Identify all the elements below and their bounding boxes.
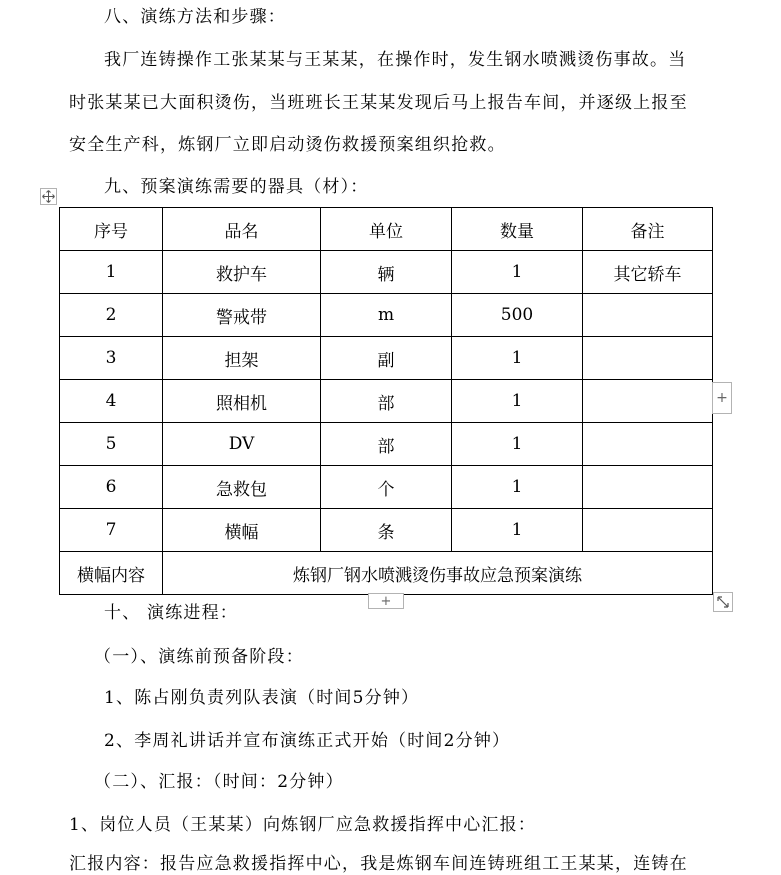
section-8-heading: 八、演练方法和步骤： bbox=[104, 7, 286, 27]
table-cell[interactable]: 条 bbox=[321, 509, 452, 552]
table-cell[interactable]: 副 bbox=[321, 337, 452, 380]
table-row bbox=[60, 251, 713, 294]
table-cell[interactable] bbox=[583, 337, 713, 380]
table-row bbox=[60, 380, 713, 423]
stage-1-item-1: 1、陈占刚负责列队表演（时间5分钟） bbox=[104, 688, 420, 708]
table-cell[interactable]: 1 bbox=[452, 380, 583, 423]
stage-1-item-2: 2、李周礼讲话并宣布演练正式开始（时间2分钟） bbox=[104, 731, 511, 751]
table-cell[interactable]: 部 bbox=[321, 380, 452, 423]
table-cell[interactable]: 1 bbox=[452, 466, 583, 509]
add-row-button[interactable] bbox=[368, 593, 404, 609]
table-cell[interactable]: 500 bbox=[452, 294, 583, 337]
table-cell[interactable] bbox=[583, 509, 713, 552]
paragraph-1-line-1: 我厂连铸操作工张某某与王某某，在操作时，发生钢水喷溅烫伤事故。当 bbox=[104, 50, 687, 70]
table-cell[interactable]: 3 bbox=[60, 337, 163, 380]
table-cell[interactable]: 1 bbox=[452, 423, 583, 466]
table-cell[interactable] bbox=[583, 466, 713, 509]
report-content-line: 汇报内容：报告应急救援指挥中心，我是炼钢车间连铸班组工王某某，连铸在 bbox=[69, 854, 688, 874]
table-cell[interactable]: DV bbox=[163, 423, 321, 466]
table-cell[interactable]: 2 bbox=[60, 294, 163, 337]
header-cell-item[interactable]: 品名 bbox=[163, 208, 321, 251]
table-cell[interactable]: 1 bbox=[452, 337, 583, 380]
header-cell-quantity[interactable]: 数量 bbox=[452, 208, 583, 251]
table-cell[interactable]: 警戒带 bbox=[163, 294, 321, 337]
header-cell-number[interactable]: 序号 bbox=[60, 208, 163, 251]
add-column-button[interactable] bbox=[712, 382, 732, 414]
equipment-table bbox=[59, 207, 713, 595]
table-row bbox=[60, 466, 713, 509]
stage-2-heading: （二）、汇报：（时间：2分钟） bbox=[94, 772, 344, 792]
table-cell[interactable]: 其它轿车 bbox=[583, 251, 713, 294]
move-icon[interactable] bbox=[40, 188, 57, 205]
table-cell[interactable]: 救护车 bbox=[163, 251, 321, 294]
plus-icon: + bbox=[380, 593, 392, 609]
table-row bbox=[60, 509, 713, 552]
paragraph-1-line-3: 安全生产科，炼钢厂立即启动烫伤救援预案组织抢救。 bbox=[69, 135, 506, 155]
section-9-heading: 九、预案演练需要的器具（材）： bbox=[104, 177, 369, 197]
table-cell[interactable]: 5 bbox=[60, 423, 163, 466]
table-cell[interactable] bbox=[583, 294, 713, 337]
banner-row bbox=[60, 552, 713, 595]
paragraph-1-line-2: 时张某某已大面积烫伤，当班班长王某某发现后马上报告车间，并逐级上报至 bbox=[69, 93, 688, 113]
table-cell[interactable]: m bbox=[321, 294, 452, 337]
equipment-table-wrapper bbox=[59, 207, 713, 595]
table-cell[interactable]: 个 bbox=[321, 466, 452, 509]
table-cell[interactable]: 1 bbox=[60, 251, 163, 294]
table-cell[interactable]: 1 bbox=[452, 251, 583, 294]
table-cell[interactable]: 1 bbox=[452, 509, 583, 552]
report-item-1: 1、岗位人员（王某某）向炼钢厂应急救援指挥中心汇报： bbox=[69, 815, 537, 835]
table-cell[interactable]: 6 bbox=[60, 466, 163, 509]
table-cell[interactable] bbox=[583, 423, 713, 466]
table-row bbox=[60, 294, 713, 337]
table-cell[interactable]: 7 bbox=[60, 509, 163, 552]
table-cell[interactable] bbox=[583, 380, 713, 423]
table-row bbox=[60, 423, 713, 466]
table-cell[interactable]: 急救包 bbox=[163, 466, 321, 509]
table-cell[interactable]: 担架 bbox=[163, 337, 321, 380]
table-header-row bbox=[60, 208, 713, 251]
plus-icon: + bbox=[716, 390, 728, 406]
banner-label-cell[interactable]: 横幅内容 bbox=[60, 552, 163, 595]
resize-icon[interactable] bbox=[713, 592, 733, 612]
stage-1-heading: （一）、演练前预备阶段： bbox=[94, 647, 304, 667]
table-cell[interactable]: 部 bbox=[321, 423, 452, 466]
table-cell[interactable]: 辆 bbox=[321, 251, 452, 294]
section-10-heading: 十、 演练进程： bbox=[104, 603, 239, 623]
table-cell[interactable]: 照相机 bbox=[163, 380, 321, 423]
header-cell-unit[interactable]: 单位 bbox=[321, 208, 452, 251]
header-cell-remark[interactable]: 备注 bbox=[583, 208, 713, 251]
banner-text-cell[interactable]: 炼钢厂钢水喷溅烫伤事故应急预案演练 bbox=[163, 552, 713, 595]
table-cell[interactable]: 横幅 bbox=[163, 509, 321, 552]
table-cell[interactable]: 4 bbox=[60, 380, 163, 423]
table-row bbox=[60, 337, 713, 380]
